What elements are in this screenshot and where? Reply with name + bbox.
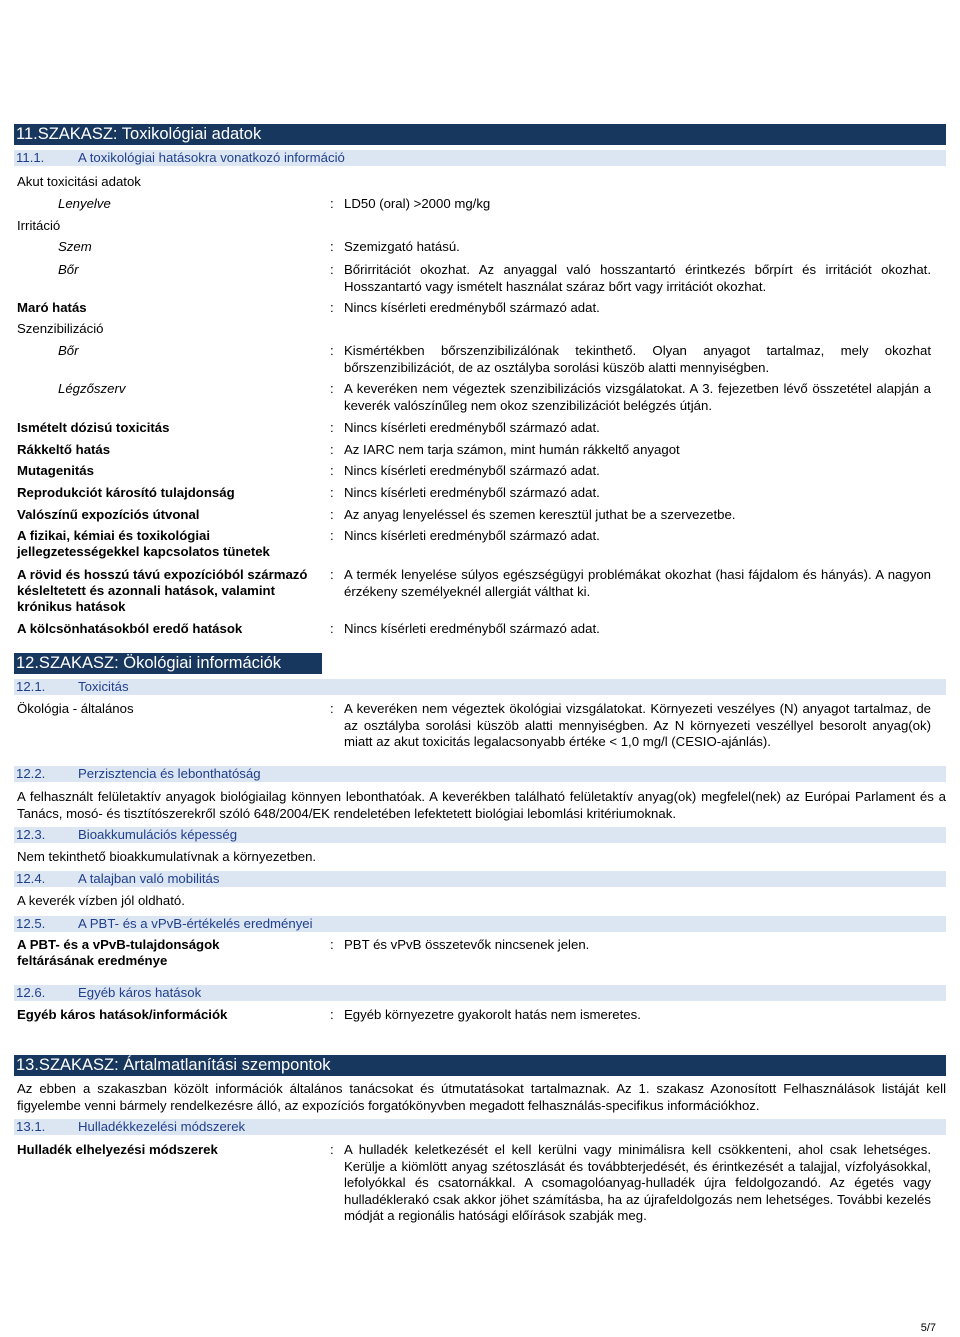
colon: : [330, 196, 334, 211]
section-12-header [14, 653, 322, 674]
colon: : [330, 381, 334, 396]
value-rakkelto: Az IARC nem tarja számon, mint humán rákkeltő anyagot [344, 442, 680, 457]
label-ismetelt: Ismételt dózisú toxicitás [17, 420, 170, 435]
subsection-12-1-header [14, 679, 946, 695]
subsection-12-6-header [14, 985, 946, 1001]
value-lenyelve: LD50 (oral) >2000 mg/kg [344, 196, 491, 211]
label-tunetek: A fizikai, kémiai és toxikológiai jellegzetességekkel kapcsolatos tünetek [17, 528, 270, 559]
label-irritacio: Irritáció [17, 218, 61, 233]
label-hulladek: Hulladék elhelyezési módszerek [17, 1142, 218, 1157]
label-lenyelve: Lenyelve [58, 196, 111, 211]
subsection-number: 12.3. [16, 827, 46, 842]
value-mutagenitas: Nincs kísérleti eredményből származó adat. [344, 463, 600, 478]
subsection-title: A PBT- és a vPvB-értékelés eredményei [78, 916, 313, 931]
colon: : [330, 442, 334, 457]
label-mutagenitas: Mutagenitás [17, 463, 94, 478]
value-egyeb: Egyéb környezetre gyakorolt hatás nem ismeretes. [344, 1007, 641, 1022]
value-bor-szenz: Kismértékben bőrszenzibilizálónak tekinthető. Olyan anyagot tartalmaz, mely okozhat bőrszenzibilizációt, de az osztályba sorolási küszöb alatti mennyiségben. [344, 343, 931, 375]
colon: : [330, 420, 334, 435]
subsection-title: Egyéb káros hatások [78, 985, 202, 1000]
label-bor-szenz: Bőr [58, 343, 79, 358]
label-szenzibilizacio: Szenzibilizáció [17, 321, 104, 336]
label-okologia: Ökológia - általános [17, 701, 134, 716]
colon: : [330, 1007, 334, 1022]
label-bor: Bőr [58, 262, 79, 277]
colon: : [330, 507, 334, 522]
colon: : [330, 239, 334, 254]
value-ismetelt: Nincs kísérleti eredményből származó adat. [344, 420, 600, 435]
subsection-12-4-header [14, 871, 946, 887]
section-12-title: 12.SZAKASZ: Ökológiai információk [16, 654, 282, 672]
subsection-title: Hulladékkezelési módszerek [78, 1119, 246, 1134]
label-utvonal: Valószínű expozíciós útvonal [17, 507, 200, 522]
subsection-12-5-header [14, 916, 946, 932]
subsection-number: 13.1. [16, 1119, 46, 1134]
subsection-title: Bioakkumulációs képesség [78, 827, 238, 842]
subsection-number: 12.6. [16, 985, 46, 1000]
label-kolcsonhatasok: A kölcsönhatásokból eredő hatások [17, 621, 243, 636]
label-egyeb: Egyéb káros hatások/információk [17, 1007, 228, 1022]
label-maro: Maró hatás [17, 300, 87, 315]
paragraph-mobilitas: A keverék vízben jól oldható. [17, 893, 185, 908]
value-rovid-hosszu: A termék lenyelése súlyos egészségügyi problémákat okozhat (hasi fájdalom és hányás). A nagyon érzékeny személyeknél allergiát válthat ki. [344, 567, 931, 599]
subsection-title: A talajban való mobilitás [78, 871, 220, 886]
subsection-13-1-header [14, 1119, 946, 1135]
subsection-number: 12.1. [16, 679, 46, 694]
colon: : [330, 1142, 334, 1157]
subsection-title: A toxikológiai hatásokra vonatkozó információ [78, 150, 345, 165]
label-rakkelto: Rákkeltő hatás [17, 442, 111, 457]
colon: : [330, 528, 334, 543]
section-11-title: 11.SZAKASZ: Toxikológiai adatok [16, 125, 262, 143]
value-bor-irritacio: Bőrirritációt okozhat. Az anyaggal való hosszantartó érintkezés bőrpírt és irritációt okozhat. Hosszantartó vagy ismételt használat száraz bőrt vagy irritációt okozhat. [344, 262, 931, 294]
subsection-12-2-header [14, 766, 946, 782]
value-maro: Nincs kísérleti eredményből származó adat. [344, 300, 600, 315]
colon: : [330, 343, 334, 358]
subsection-11-1-header [14, 150, 946, 166]
value-legzo: A keveréken nem végeztek szenzibilizációs vizsgálatokat. A 3. fejezetben lévő összetétel alapján a keverék valószínűleg nem okoz szenzibilizációt belégzés útján. [344, 381, 931, 413]
label-akut: Akut toxicitási adatok [17, 174, 141, 189]
value-kolcsonhatasok: Nincs kísérleti eredményből származó adat. [344, 621, 600, 636]
colon: : [330, 463, 334, 478]
value-reprodukcio: Nincs kísérleti eredményből származó adat. [344, 485, 600, 500]
section-13-header [14, 1055, 946, 1076]
value-pbt: PBT és vPvB összetevők nincsenek jelen. [344, 937, 590, 952]
colon: : [330, 621, 334, 636]
colon: : [330, 300, 334, 315]
section-13-title: 13.SZAKASZ: Ártalmatlanítási szempontok [16, 1056, 331, 1074]
subsection-12-3-header [14, 827, 946, 843]
paragraph-bioakkumulacio: Nem tekinthető bioakkumulatívnak a környezetben. [17, 849, 317, 864]
subsection-number: 12.2. [16, 766, 46, 781]
value-hulladek: A hulladék keletkezését el kell kerülni vagy minimálisra kell csökkenteni, ahol csak lehetséges. Kerülje a kiömlött anyag szétoszlását és továbbterjedését, és érintkezését a talajjal, vízfolyásokkal, lefolyókkal és csatornákkal. A csomagolóanyag-hulladék újra feldolgozandó. Az égetés vagy hulladéklerakó csak akkor jöhet számításba, ha az újrafeldolgozás nem lehetséges. További kezelés módját a regionális hatósági előírások szabják meg. [344, 1142, 931, 1223]
subsection-title: Toxicitás [78, 679, 129, 694]
paragraph-intro: Az ebben a szakaszban közölt információk általános tanácsokat és útmutatásokat tartalmaznak. Az 1. szakasz Azonosított Felhasználások listáját kell figyelembe venni bármely rendelkezésre álló, az expozíciós forgatókönyvben megadott felhasználás-specifikus információkhoz. [17, 1081, 946, 1113]
label-szem: Szem [58, 239, 92, 254]
value-tunetek: Nincs kísérleti eredményből származó adat. [344, 528, 600, 543]
value-utvonal: Az anyag lenyeléssel és szemen keresztül juthat be a szervezetbe. [344, 507, 736, 522]
subsection-title: Perzisztencia és lebonthatóság [78, 766, 261, 781]
value-okologia: A keveréken nem végeztek ökológiai vizsgálatokat. Környezeti veszélyes (N) anyagot tartalmaz, de az osztályba sorolási küszöb alatti mennyiségben. Az N környezeti veszéllyel besorolt anyag(ok) miatt az akut toxicitás legalacsonyabb értéke < 1,0 mg/l (CESIO-ajánlás). [344, 701, 931, 749]
colon: : [330, 701, 334, 716]
colon: : [330, 567, 334, 582]
paragraph-lebonthatosag: A felhasznált felületaktív anyagok biológiailag könnyen lebonthatóak. A keverékben található felületaktív anyag(ok) megfelel(nek) az Európai Parlament és a Tanács, mosó- és tisztítószerekről szóló 648/2004/EK rendeletében lefektetett biológiai lebomlási kritériumoknak. [17, 789, 946, 821]
value-szem: Szemizgató hatású. [344, 239, 460, 254]
label-legzo: Légzőszerv [58, 381, 126, 396]
colon: : [330, 937, 334, 952]
colon: : [330, 485, 334, 500]
label-reprodukcio: Reprodukciót károsító tulajdonság [17, 485, 235, 500]
subsection-number: 12.4. [16, 871, 46, 886]
subsection-number: 11.1. [16, 150, 45, 165]
label-rovid-hosszu: A rövid és hosszú távú expozícióból származó késleltetett és azonnali hatások, valamint krónikus hatások [17, 567, 308, 614]
page-number: 5/7 [920, 1322, 936, 1334]
subsection-number: 12.5. [16, 916, 46, 931]
colon: : [330, 262, 334, 277]
label-pbt: A PBT- és a vPvB-tulajdonságok feltárásának eredménye [17, 937, 220, 968]
section-11-header [14, 124, 946, 145]
